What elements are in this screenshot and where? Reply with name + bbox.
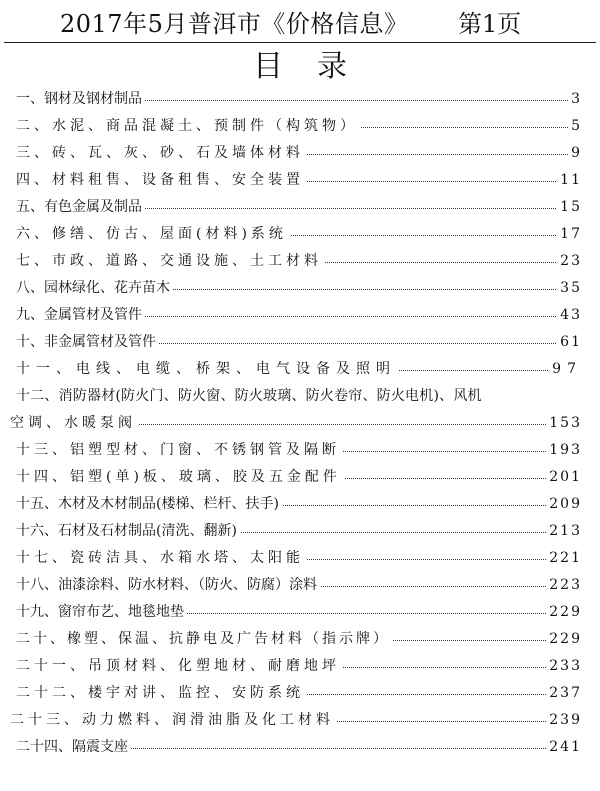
toc-entry-18[interactable] [10,572,582,598]
toc-entry-page: 97 [549,356,582,382]
toc-entry-page: 221 [546,545,582,571]
toc-entry-8[interactable] [10,275,582,301]
header-divider [4,42,596,43]
toc-entry-label: 二十三、动力燃料、润滑油脂及化工材料 [10,707,337,733]
toc-entry-page: 61 [557,329,582,355]
toc-entry-label: 三、砖、瓦、灰、砂、石及墙体材料 [16,140,307,166]
toc-entry-12[interactable] [10,383,582,409]
toc-entry-page: 209 [546,491,582,517]
toc-entry-page: 229 [546,626,582,652]
toc-entry-page: 241 [546,734,582,760]
toc-entry-label: 四、材料租售、设备租售、安全装置 [16,167,307,193]
toc-entry-label: 十、非金属管材及管件 [16,329,159,355]
toc-entry-page: 213 [546,518,582,544]
toc-entry-label: 八、园林绿化、花卉苗木 [16,275,173,301]
toc-entry-label: 空调、水暖泵阀 [10,410,139,436]
toc-entry-label: 一、钢材及钢材制品 [16,86,145,112]
toc-entry-3[interactable] [10,140,582,166]
toc-entry-page: 35 [557,275,582,301]
toc-entry-page: 11 [557,167,582,193]
toc-entry-label: 二十、橡塑、保温、抗静电及广告材料（指示牌） [16,626,393,652]
toc-entry-label: 十二、消防器材(防火门、防火窗、防火玻璃、防火卷帘、防火电机)、风机 [16,383,485,409]
toc-entry-15[interactable] [10,491,582,517]
toc-entry-22[interactable] [10,680,582,706]
toc-entry-label: 二、水泥、商品混凝土、预制件（构筑物） [16,113,361,139]
toc-entry-label: 六、修缮、仿古、屋面(材料)系统 [16,221,290,247]
toc-entry-label: 十五、木材及木材制品(楼梯、栏杆、扶手) [16,491,282,517]
toc-entry-13[interactable] [10,437,582,463]
toc-entry-label: 十九、窗帘布艺、地毯地垫 [16,599,187,625]
toc-entry-page: 223 [546,572,582,598]
toc-entry-page: 23 [557,248,582,274]
toc-entry-label: 十七、瓷砖洁具、水箱水塔、太阳能 [16,545,307,571]
toc-entry-label: 七、市政、道路、交通设施、土工材料 [16,248,325,274]
toc-entry-23[interactable] [10,707,582,733]
toc-entry-page: 5 [568,113,582,139]
toc-entry-page: 17 [557,221,582,247]
toc-entry-7[interactable] [10,248,582,274]
page-header [0,6,600,42]
toc-entry-label: 五、有色金属及制品 [16,194,145,220]
toc-entry-page: 3 [568,86,582,112]
toc-entry-5[interactable] [10,194,582,220]
toc-entry-19[interactable] [10,599,582,625]
toc-entry-14[interactable] [10,464,582,490]
toc-entry-page: 193 [546,437,582,463]
toc-entry-page: 15 [557,194,582,220]
toc-entry-11[interactable] [10,356,582,382]
toc-entry-6[interactable] [10,221,582,247]
toc-entry-label: 十三、铝塑型材、门窗、不锈钢管及隔断 [16,437,343,463]
page-number: 第1页 [458,10,522,38]
toc-entry-label: 十四、铝塑(单)板、玻璃、胶及五金配件 [16,464,344,490]
toc-heading: 目录 [253,49,381,84]
toc-entry-page: 237 [546,680,582,706]
toc-entry-page: 43 [557,302,582,328]
toc-entry-page: 233 [546,653,582,679]
toc-entry-label: 十一、电线、电缆、桥架、电气设备及照明 [16,356,399,382]
toc-entry-page: 153 [546,410,582,436]
toc-entry-page: 201 [546,464,582,490]
toc-entry-21[interactable] [10,653,582,679]
toc-entry-label: 二十四、隔震支座 [16,734,131,760]
toc-entry-label: 十六、石材及石材制品(清洗、翻新) [16,518,240,544]
toc-entry-4[interactable] [10,167,582,193]
toc-entry-10[interactable] [10,329,582,355]
toc-entry-label: 十八、油漆涂料、防水材料、（防火、防腐）涂料 [16,572,320,598]
toc-entry-label: 二十一、吊顶材料、化塑地材、耐磨地坪 [16,653,343,679]
toc-entry-page: 9 [568,140,582,166]
toc-entry-24[interactable] [10,734,582,760]
toc-entry-label: 二十二、楼宇对讲、监控、安防系统 [16,680,307,706]
toc-entry-16[interactable] [10,518,582,544]
document-title: 2017年5月普洱市《价格信息》 [60,10,409,38]
toc-entry-page: 239 [546,707,582,733]
toc-entry-12-cont[interactable] [10,410,582,436]
toc-entry-9[interactable] [10,302,582,328]
toc-entry-1[interactable] [10,86,582,112]
toc-entry-2[interactable] [10,113,582,139]
toc-entry-20[interactable] [10,626,582,652]
toc-entry-label: 九、金属管材及管件 [16,302,145,328]
toc-entry-page: 229 [546,599,582,625]
toc-entry-17[interactable] [10,545,582,571]
